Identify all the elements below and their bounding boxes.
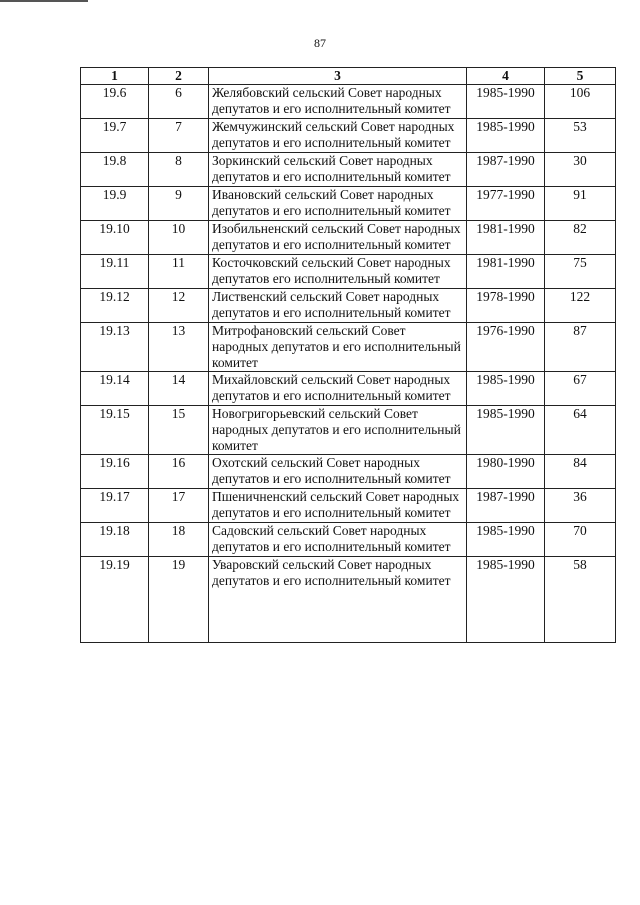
row-number: 10: [149, 221, 209, 255]
row-years: 1985-1990: [467, 406, 545, 455]
row-years: 1985-1990: [467, 523, 545, 557]
row-number: 11: [149, 255, 209, 289]
row-code: 19.12: [81, 289, 149, 323]
row-name: Зоркинский сельский Совет народных депутатов и его исполнительный комитет: [209, 153, 467, 187]
column-header: 1: [81, 68, 149, 85]
column-header: 4: [467, 68, 545, 85]
page-number: 87: [314, 36, 326, 50]
row-count: 84: [545, 455, 616, 489]
row-name: Пшеничненский сельский Совет народных депутатов и его исполнительный комитет: [209, 489, 467, 523]
row-count: 30: [545, 153, 616, 187]
row-code: 19.10: [81, 221, 149, 255]
table-row: [81, 221, 616, 255]
row-number: 17: [149, 489, 209, 523]
row-name: Косточковский сельский Совет народных депутатов его исполнительный комитет: [209, 255, 467, 289]
column-header: 5: [545, 68, 616, 85]
row-number: 19: [149, 557, 209, 643]
row-years: 1985-1990: [467, 372, 545, 406]
row-name: Охотский сельский Совет народных депутатов и его исполнительный комитет: [209, 455, 467, 489]
row-name: Лиственский сельский Совет народных депутатов и его исполнительный комитет: [209, 289, 467, 323]
row-years: 1980-1990: [467, 455, 545, 489]
table-row: [81, 255, 616, 289]
row-years: 1976-1990: [467, 323, 545, 372]
row-code: 19.15: [81, 406, 149, 455]
row-name: Изобильненский сельский Совет народных депутатов и его исполнительный комитет: [209, 221, 467, 255]
row-name: Новогригорьевский сельский Совет народных депутатов и его исполнительный комитет: [209, 406, 467, 455]
row-years: 1981-1990: [467, 255, 545, 289]
row-number: 13: [149, 323, 209, 372]
table-row: [81, 119, 616, 153]
row-code: 19.8: [81, 153, 149, 187]
row-number: 18: [149, 523, 209, 557]
row-name: Садовский сельский Совет народных депутатов и его исполнительный комитет: [209, 523, 467, 557]
row-years: 1978-1990: [467, 289, 545, 323]
row-count: 106: [545, 85, 616, 119]
header-row: [81, 68, 616, 85]
row-count: 36: [545, 489, 616, 523]
table-row: [81, 372, 616, 406]
row-code: 19.7: [81, 119, 149, 153]
row-code: 19.9: [81, 187, 149, 221]
table-row: [81, 406, 616, 455]
row-name: Митрофановский сельский Совет народных депутатов и его исполнительный комитет: [209, 323, 467, 372]
row-name: Желябовский сельский Совет народных депутатов и его исполнительный комитет: [209, 85, 467, 119]
row-name: Жемчужинский сельский Совет народных депутатов и его исполнительный комитет: [209, 119, 467, 153]
row-code: 19.6: [81, 85, 149, 119]
row-code: 19.11: [81, 255, 149, 289]
register-table: [80, 67, 616, 643]
row-count: 64: [545, 406, 616, 455]
row-count: 58: [545, 557, 616, 643]
row-count: 82: [545, 221, 616, 255]
row-name: Михайловский сельский Совет народных депутатов и его исполнительный комитет: [209, 372, 467, 406]
table-row: [81, 523, 616, 557]
row-code: 19.16: [81, 455, 149, 489]
corner-mark: [0, 0, 88, 2]
row-code: 19.18: [81, 523, 149, 557]
row-name: Ивановский сельский Совет народных депутатов и его исполнительный комитет: [209, 187, 467, 221]
row-code: 19.19: [81, 557, 149, 643]
row-years: 1985-1990: [467, 557, 545, 643]
row-years: 1985-1990: [467, 119, 545, 153]
row-years: 1985-1990: [467, 85, 545, 119]
row-count: 91: [545, 187, 616, 221]
table-row: [81, 289, 616, 323]
row-number: 8: [149, 153, 209, 187]
row-count: 67: [545, 372, 616, 406]
column-header: 3: [209, 68, 467, 85]
row-years: 1987-1990: [467, 489, 545, 523]
table-row: [81, 153, 616, 187]
table-row: [81, 557, 616, 643]
row-number: 7: [149, 119, 209, 153]
table-row: [81, 455, 616, 489]
row-years: 1987-1990: [467, 153, 545, 187]
row-count: 122: [545, 289, 616, 323]
table-row: [81, 187, 616, 221]
table-row: [81, 489, 616, 523]
row-count: 70: [545, 523, 616, 557]
row-number: 6: [149, 85, 209, 119]
row-count: 53: [545, 119, 616, 153]
row-name: Уваровский сельский Совет народных депутатов и его исполнительный комитет: [209, 557, 467, 643]
row-number: 16: [149, 455, 209, 489]
table-row: [81, 85, 616, 119]
row-years: 1981-1990: [467, 221, 545, 255]
row-number: 15: [149, 406, 209, 455]
row-number: 9: [149, 187, 209, 221]
row-number: 12: [149, 289, 209, 323]
row-number: 14: [149, 372, 209, 406]
row-count: 87: [545, 323, 616, 372]
table-row: [81, 323, 616, 372]
row-years: 1977-1990: [467, 187, 545, 221]
column-header: 2: [149, 68, 209, 85]
row-code: 19.14: [81, 372, 149, 406]
row-code: 19.17: [81, 489, 149, 523]
row-count: 75: [545, 255, 616, 289]
table-body: [81, 85, 616, 643]
row-code: 19.13: [81, 323, 149, 372]
